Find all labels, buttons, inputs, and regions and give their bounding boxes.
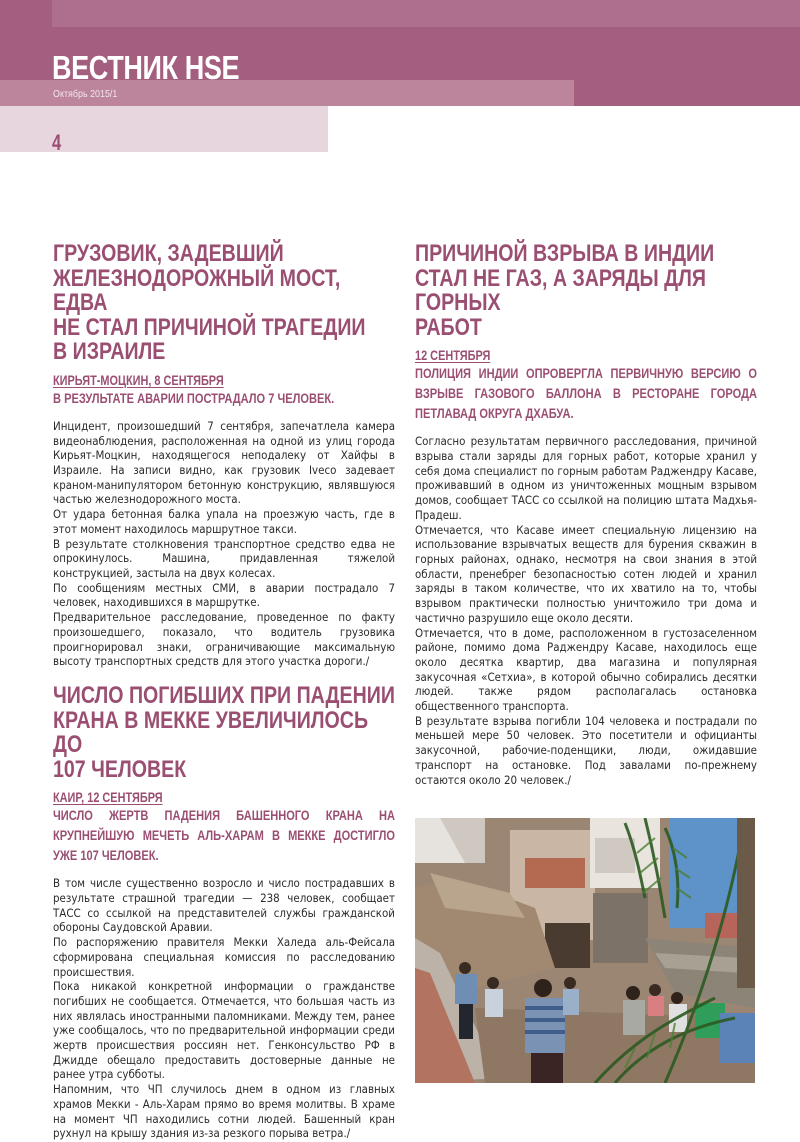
paragraph: По распоряжению правителя Мекки Халеда аль-Фейсала сформирована специальная комиссия по расследованию происшествия.	[53, 936, 396, 979]
article-mecca-crane	[53, 681, 396, 1142]
article-dateline: 12 СЕНТЯБРЯ	[415, 347, 491, 364]
article-dateline: КИРЬЯТ-МОЦКИН, 8 СЕНТЯБРЯ	[53, 371, 224, 388]
article-headline: ЧИСЛО ПОГИБШИХ ПРИ ПАДЕНИИ КРАНА В МЕККЕ УВЕЛИЧИЛОСЬ ДО 107 ЧЕЛОВЕК	[53, 681, 395, 783]
paragraph: Инцидент, произошедший 7 сентября, запечатлела камера видеонаблюдения, расположенная на одной из улиц города Кирьят-Моцкин, находящегося неподалеку от Хайфы в Израиле. На записи видно, как грузовик Iveco задевает краном-манипулятором бетонную конструкцию, являвшуюся частью железнодорожного моста.	[53, 419, 396, 507]
article-body	[53, 420, 395, 670]
rubble-scene-image	[415, 818, 755, 1083]
article-lead: ПОЛИЦИЯ ИНДИИ ОПРОВЕРГЛА ПЕРВИЧНУЮ ВЕРСИЮ О ВЗРЫВЕ ГАЗОВОГО БАЛЛОНА В РЕСТОРАНЕ ГОРОДА ПЕТЛАВАД ОКРУГА ДХАБУА.	[415, 366, 757, 423]
article-lead: ЧИСЛО ЖЕРТВ ПАДЕНИЯ БАШЕННОГО КРАНА НА КРУПНЕЙШУЮ МЕЧЕТЬ АЛЬ-ХАРАМ В МЕККЕ ДОСТИГЛО УЖЕ 107 ЧЕЛОВЕК.	[53, 808, 395, 865]
paragraph: По сообщениям местных СМИ, в аварии пострадало 7 человек, находившихся в маршрутке.	[53, 581, 396, 610]
article-body	[415, 435, 757, 788]
article-india-explosion	[415, 242, 757, 788]
paragraph: От удара бетонная балка упала на проезжую часть, где в этот момент находилось маршрутное такси.	[53, 508, 396, 536]
paragraph: В результате столкновения транспортное средство едва не опрокинулось. Машина, придавленная тяжелой конструкцией, застыла на двух колесах.	[53, 537, 396, 580]
left-column	[53, 242, 395, 1142]
article-israel-truck	[53, 242, 395, 670]
article-body	[53, 877, 395, 1142]
paragraph: Напомним, что ЧП случилось днем в одном из главных храмов Мекки - Аль-Харам прямо во время молитвы. В храме на момент ЧП находились сотни людей. Башенный кран рухнул на крышу здания из-за резкого порыва ветра./	[53, 1083, 396, 1141]
paragraph: Предварительное расследование, проведенное по факту произошедшего, показало, что водитель грузовика проигнорировал знаки, ограничивающие максимальную высоту транспортных средств для этого участка дороги./	[53, 611, 396, 669]
article-headline: ГРУЗОВИК, ЗАДЕВШИЙ ЖЕЛЕЗНОДОРОЖНЫЙ МОСТ, ЕДВА НЕ СТАЛ ПРИЧИНОЙ ТРАГЕДИИ В ИЗРАИЛЕ	[53, 240, 366, 366]
article-dateline: КАИР, 12 СЕНТЯБРЯ	[53, 789, 163, 806]
header-top-strip	[52, 0, 800, 27]
paragraph: В результате взрыва погибли 104 человека и пострадали по меньшей мере 50 человек. Это посетители и официанты закусочной, рабочие-поденщики, люди, ожидавшие транспорт на остановке. Под завалами по-прежнему остаются около 20 человек./	[415, 714, 758, 787]
page-number-panel	[0, 106, 328, 152]
paragraph: В том числе существенно возросло и число пострадавших в результате страшной трагедии — 238 человек, сообщает ТАСС со ссылкой на представителей службы гражданской обороны Саудовской Аравии.	[53, 877, 396, 935]
page-number: 4	[52, 130, 62, 155]
paragraph: Отмечается, что в доме, расположенном в густозаселенном районе, помимо дома Раджендру Касаве, находилось еще около десятка квартир, два магазина и популярная закусочная «Сетхиа», в которой обычно собирались десятки людей. также рядом располагалась остановка общественного транспорта.	[415, 626, 758, 714]
paragraph: Согласно результатам первичного расследования, причиной взрыва стали заряды для горных работ, которые хранил у себя дома специалист по горным работам Раджендру Касаве, проживавший в одном из уничтоженных мощным взрывом домов, сообщает ТАСС со ссылкой на полицию штата Мадхья-Прадеш.	[415, 435, 758, 522]
paragraph: Пока никакой конкретной информации о гражданстве погибших не сообщается. Отмечается, что большая часть из них являлась иностранными паломниками. Между тем, ранее уже сообщалось, что по предварительной информации среди жертв происшествия россиян нет. Генконсульство РФ в Джидде обещало предоставить достоверные данные не ранее утра субботы.	[53, 980, 396, 1082]
paragraph: Отмечается, что Касаве имеет специальную лицензию на использование взрывчатых веществ для бурения скважин в горных районах, однако, несмотря на свои знания в этой области, пренебрег безопасностью сотен людей и хранил заряды в таком количестве, что их хватило на то, чтобы взрывом практически полностью уничтожило три дома и частично разрушило еще около десяти.	[415, 523, 758, 625]
masthead-title: ВЕСТНИК HSE	[52, 49, 240, 86]
article-headline: ПРИЧИНОЙ ВЗРЫВА В ИНДИИ СТАЛ НЕ ГАЗ, А ЗАРЯДЫ ДЛЯ ГОРНЫХ РАБОТ	[415, 240, 715, 341]
right-column	[415, 242, 757, 788]
issue-date: Октябрь 2015/1	[53, 88, 118, 100]
article-photo	[415, 818, 755, 1083]
article-lead: В РЕЗУЛЬТАТЕ АВАРИИ ПОСТРАДАЛО 7 ЧЕЛОВЕК.	[53, 390, 335, 407]
